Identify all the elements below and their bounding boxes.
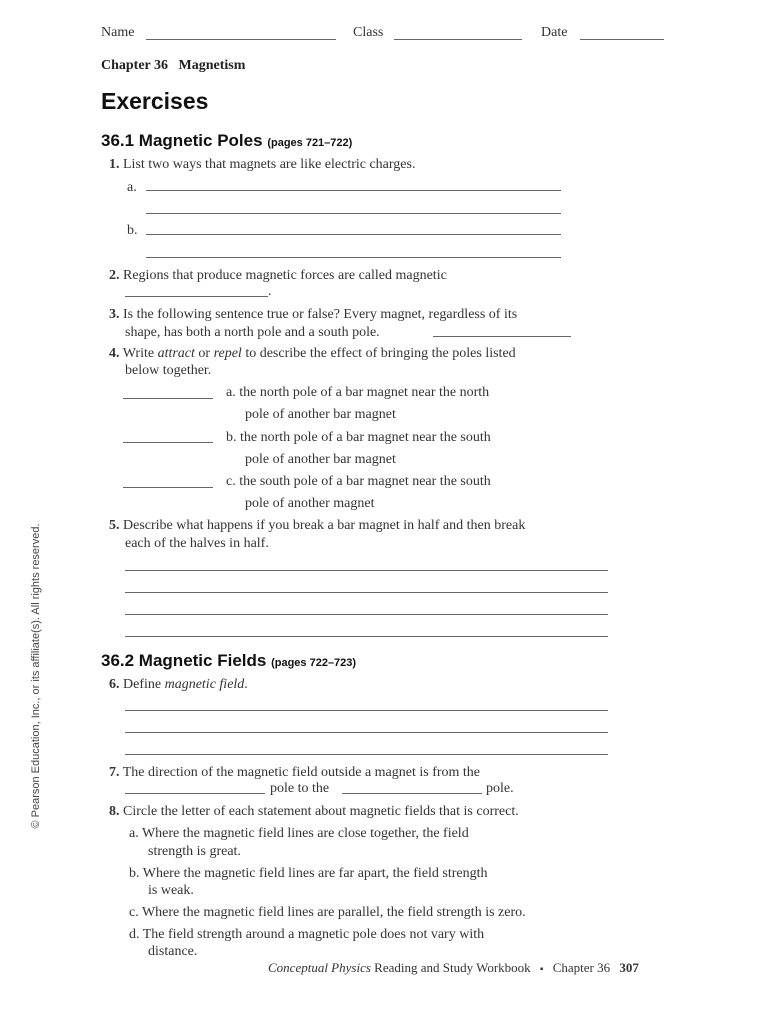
q4-post: to describe the effect of bringing the poles listed [245, 346, 516, 361]
q8-option-a-line-2: strength is great. [148, 844, 241, 859]
q4-pre: Write [122, 346, 155, 361]
section-heading-36-1 [101, 131, 352, 151]
q4-c-line-1: c. the south pole of a bar magnet near the south [226, 474, 491, 489]
question-4 [109, 346, 516, 362]
class-field[interactable] [394, 39, 522, 40]
q4-a-line-2: pole of another bar magnet [245, 407, 396, 422]
footer-workbook: Reading and Study Workbook [374, 960, 531, 975]
q5-line-2: each of the halves in half. [125, 536, 269, 551]
question-number: 5. [109, 518, 120, 533]
q6-period: . [244, 677, 248, 692]
question-6 [109, 677, 248, 693]
q8-option-b-line-1[interactable]: b. Where the magnetic field lines are far apart, the field strength [129, 866, 488, 881]
q4-repel: repel [213, 346, 242, 361]
question-number: 4. [109, 346, 120, 361]
page-number: 307 [619, 960, 639, 975]
q2-answer-line[interactable] [125, 296, 268, 297]
question-5 [109, 518, 525, 534]
q3-line-2: shape, has both a north pole and a south pole. [125, 325, 380, 340]
q4-c-answer-line[interactable] [123, 487, 213, 488]
footer-book-title: Conceptual Physics [268, 960, 371, 975]
question-number: 8. [109, 804, 120, 819]
q8-option-d-line-1[interactable]: d. The field strength around a magnetic pole does not vary with [129, 927, 485, 942]
footer-bullet: ▪ [539, 964, 544, 975]
question-text: The direction of the magnetic field outside a magnet is from the [122, 765, 481, 780]
question-number: 2. [109, 268, 120, 283]
q1-a-line-1[interactable] [146, 190, 561, 191]
question-text: Regions that produce magnetic forces are called magnetic [123, 268, 447, 283]
q8-option-d-line-2: distance. [148, 944, 198, 959]
section-title: 36.2 Magnetic Fields [101, 651, 267, 670]
question-3 [109, 307, 517, 323]
chapter-label: Chapter 36 Magnetism [101, 58, 246, 73]
q4-or: or [198, 346, 211, 361]
question-number: 7. [109, 765, 120, 780]
q4-b-answer-line[interactable] [123, 442, 213, 443]
q2-period: . [268, 284, 272, 299]
section-title: 36.1 Magnetic Poles [101, 131, 263, 150]
q7-answer-line-2[interactable] [342, 793, 482, 794]
q3-answer-line[interactable] [433, 336, 571, 337]
q8-option-c[interactable]: c. Where the magnetic field lines are parallel, the field strength is zero. [129, 905, 526, 920]
q4-line-2: below together. [125, 363, 212, 378]
q1-a-line-2[interactable] [146, 213, 561, 214]
section-heading-36-2 [101, 651, 356, 671]
q6-answer-line-2[interactable] [125, 732, 608, 733]
question-7 [109, 765, 480, 781]
question-8 [109, 804, 519, 820]
question-text: Describe what happens if you break a bar magnet in half and then break [123, 518, 526, 533]
q6-answer-line-3[interactable] [125, 754, 608, 755]
date-field[interactable] [580, 39, 664, 40]
q4-b-line-1: b. the north pole of a bar magnet near the south [226, 430, 491, 445]
q8-option-a-line-1[interactable]: a. Where the magnetic field lines are close together, the field [129, 826, 469, 841]
question-number: 6. [109, 677, 120, 692]
q8-option-b-line-2: is weak. [148, 883, 194, 898]
q1-b-label: b. [127, 223, 138, 238]
copyright-notice: © Pearson Education, Inc., or its affiliate(s). All rights reserved. [30, 523, 42, 829]
q5-answer-line-3[interactable] [125, 614, 608, 615]
class-label: Class [353, 25, 384, 40]
q7-end: pole. [486, 781, 514, 796]
q1-b-line-2[interactable] [146, 257, 561, 258]
q6-term: magnetic field [164, 677, 245, 692]
q6-answer-line-1[interactable] [125, 710, 608, 711]
q4-c-line-2: pole of another magnet [245, 496, 375, 511]
question-number: 3. [109, 307, 120, 322]
q7-mid: pole to the [270, 781, 330, 796]
question-number: 1. [109, 157, 120, 172]
page-footer [268, 960, 639, 976]
q7-answer-line-1[interactable] [125, 793, 265, 794]
q5-answer-line-1[interactable] [125, 570, 608, 571]
q5-answer-line-4[interactable] [125, 636, 608, 637]
section-pages: (pages 721–722) [267, 137, 353, 149]
q1-a-label: a. [127, 180, 137, 195]
footer-chapter: Chapter 36 [552, 960, 611, 975]
question-text: Define [123, 677, 162, 692]
q5-answer-line-2[interactable] [125, 592, 608, 593]
question-text: Circle the letter of each statement about magnetic fields that is correct. [123, 804, 519, 819]
q4-attract: attract [157, 346, 195, 361]
question-text: Is the following sentence true or false? Every magnet, regardless of its [123, 307, 518, 322]
name-label: Name [101, 25, 135, 40]
name-field[interactable] [146, 39, 336, 40]
question-text: List two ways that magnets are like electric charges. [123, 157, 416, 172]
section-pages: (pages 722–723) [271, 657, 357, 669]
page-title: Exercises [101, 88, 209, 114]
q4-a-line-1: a. the north pole of a bar magnet near the north [226, 385, 490, 400]
question-2 [109, 268, 447, 284]
q4-b-line-2: pole of another bar magnet [245, 452, 396, 467]
q1-b-line-1[interactable] [146, 234, 561, 235]
q4-a-answer-line[interactable] [123, 398, 213, 399]
question-1 [109, 157, 415, 173]
date-label: Date [541, 25, 568, 40]
